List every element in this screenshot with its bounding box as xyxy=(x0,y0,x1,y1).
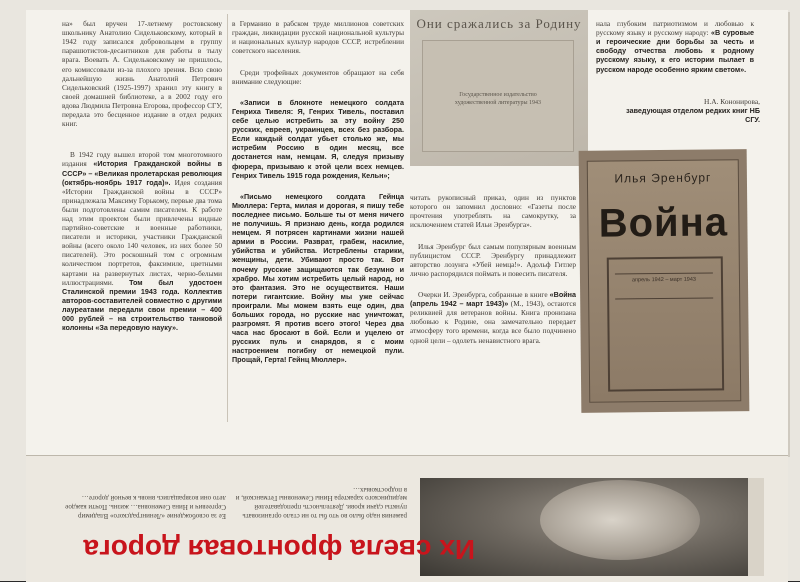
column-right-top xyxy=(596,10,754,96)
column-divider xyxy=(227,14,228,422)
emphasized-quote: «В суровые и героические дни борьбы за честь и свободу отчества любовь к родному русскому языку, к его истории пылает в русском народе особенно ярким светом». xyxy=(596,28,754,74)
text-run: Идея создания «Истории Гражданской войны в СССР» принадлежала Максиму Горькому, первые два тома были подготовлены самим писателем. К работе над этим проектом были привлечены видные партийно-советские и военные работники, писатели и историки, участники Гражданской войны (всего около 140 человек, из них более 50 писателей). Это роскошный том с огромным количеством портретов, факсимиле, цветными картами на развернутых листах, черно-белыми иллюстрациями. xyxy=(62,177,222,287)
book-author: Илья Эренбург xyxy=(614,170,712,186)
page-edge-strip xyxy=(748,478,764,576)
signature-name: Н.А. Кононирова, xyxy=(704,97,760,106)
emphasized-text: «Война (апрель 1942 – март 1943)» xyxy=(410,290,576,309)
column-left-paragraph-1: на» был вручен 17-летнему ростовскому школьнику Анатолию Сидельковскому, который в 1942 году записался добровольцем в группу парашютистов-десантников для работы в тылу врага. Воевать А. Сидельковскому не пришлось, его комиссовали из-за плохого зрения. Всю свою дальнейшую жизнь Анатолий Петрович Сидельковский (1925-1997) хранил эту книгу в своей домашней библиотеке, а в 2002 году его вдова Людмила Петровна Егорова, профессор СГУ, передала это бесценное издание в отдел редких книг. xyxy=(62,19,222,129)
column-right-bottom xyxy=(410,184,576,438)
book-title: Война xyxy=(598,200,729,246)
book-imprint: Государственное издательство художественной литературы 1943 xyxy=(454,92,542,106)
column-middle-paragraph-1: в Германию в рабском труде миллионов советских граждан, ликвидации русской национальной культуры и национальных культур народов СССР, истреблении советского населения. xyxy=(232,19,404,56)
column-left-paragraph-2 xyxy=(62,150,222,332)
column-right-paragraph-2: Илья Эренбург был самым популярным военным публицистом СССР. Эренбургу принадлежит авторство лозунга «Убей немца!». Адольф Гитлер лично распорядился поймать и повесить писателя. xyxy=(410,241,576,278)
column-middle-paragraph-2: Среди трофейных документов обращают на себя внимание следующие: xyxy=(232,67,404,86)
text-run: (М., 1943), остаются реликвией для ветеранов войны. Книга пронизана любовью к Родине, она замечательно передает атмосферу того времени, когда все было подчинено одной цели – одолеть ненавистного врага. xyxy=(410,299,576,345)
portrait-face xyxy=(540,480,700,560)
book-cover-label xyxy=(615,272,713,299)
book-page xyxy=(422,40,574,152)
text-run: нала глубоким патриотизмом и любовью к русскому языку и русскому народу: xyxy=(596,19,754,38)
text-run: Очерки И. Эренбурга, собранные в книге xyxy=(418,290,550,300)
text-run: В 1942 году вышел второй том многотомного издания xyxy=(62,150,222,169)
emphasized-text: «История Гражданской войны в СССР» – «Великая пролетарская революция (октябрь-ноябрь 1917 года)». xyxy=(62,159,222,187)
emphasized-text: Том был удостоен Сталинской премии 1943 года. Коллектив авторов-составителей совместно с другими лауреатами передали свои премии – 400 000 рублей – на строительство танковой колонны «За передовую науку». xyxy=(62,277,222,333)
book-cover-frame xyxy=(607,256,724,391)
upside-down-column-b: Ее за освобождение «Ленинградского» Владимир Сергеевич и Нина Семеновна… жизнь. Почти каждое лето они возвращались вновь к вечной дороге… xyxy=(65,494,226,520)
column-right-paragraph-3 xyxy=(410,290,576,345)
book-photo-war-ehrenburg xyxy=(579,149,750,413)
book-subtitle: апрель 1942 – март 1943 xyxy=(631,276,697,284)
author-signature xyxy=(610,97,760,124)
quote-tivel: «Записи в блокноте немецкого солдата Генриха Тивеля: Я, Генрих Тивель, поставил себе целью истребить за эту войну 250 русских, евреев, украинцев, всех без разбора. Если каждый солдат убьет столько же, мы истребим Россию в один месяц, все достанется нам, немцам. Я, следуя призыву фюрера, призываю к этой цели всех немцев. Генрих Тивель 1915 года рождения, Кельн»; xyxy=(232,97,404,180)
column-right-paragraph-1: читать рукописный приказ, один из пунктов которого он запомнил дословно: «Газеты после прочтения употреблять на самокрутку, за исключением статей Ильи Эренбурга». xyxy=(410,193,576,230)
quote-muller: «Письмо немецкого солдата Гейнца Мюллера: Герта, милая и дорогая, я пишу тебе последнее письмо. Больше ты от меня ничего не получишь. Я признаю день, когда родился немцем. Я потрясен картинами жизни нашей армии в России. Разврат, грабеж, насилие, убийства и убийства. Истреблены старики, женщины, дети. Убивают просто так. Вот почему русские защищаются так безумно и храбро. Мы хотим истребить целый народ, но это фантазия. Это не осуществится. Наши потери гигантские. Войну мы уже сейчас проиграли. Мы можем взять еще один, два больших города, но русские нас уничтожат, разгромят. Я против всего этого! Через два часа нас бросают в бой. Если и уцелею от русских пуль и снарядов, я с моим настроением погибну от немецкой пули. Прощай, Герта! Гейнц Мюллер». xyxy=(232,191,404,365)
book-photo-they-fought-for-motherland xyxy=(410,10,588,166)
book-title: Они сражались за Родину xyxy=(416,16,582,31)
signature-role: заведующая отделом редких книг НБ СГУ. xyxy=(626,106,760,125)
book-cover xyxy=(587,159,742,403)
column-left xyxy=(62,10,222,430)
upside-down-column-a: ражения надо было во что бы то ни стало организовать пункты сдачи крови. Деятельность преподавателей медицинского характера Нины Семеновны Гетманской, и в подростковых… xyxy=(235,485,407,520)
upside-down-headline: Их свела фронтовая дорога xyxy=(83,534,475,565)
column-middle xyxy=(232,10,404,436)
